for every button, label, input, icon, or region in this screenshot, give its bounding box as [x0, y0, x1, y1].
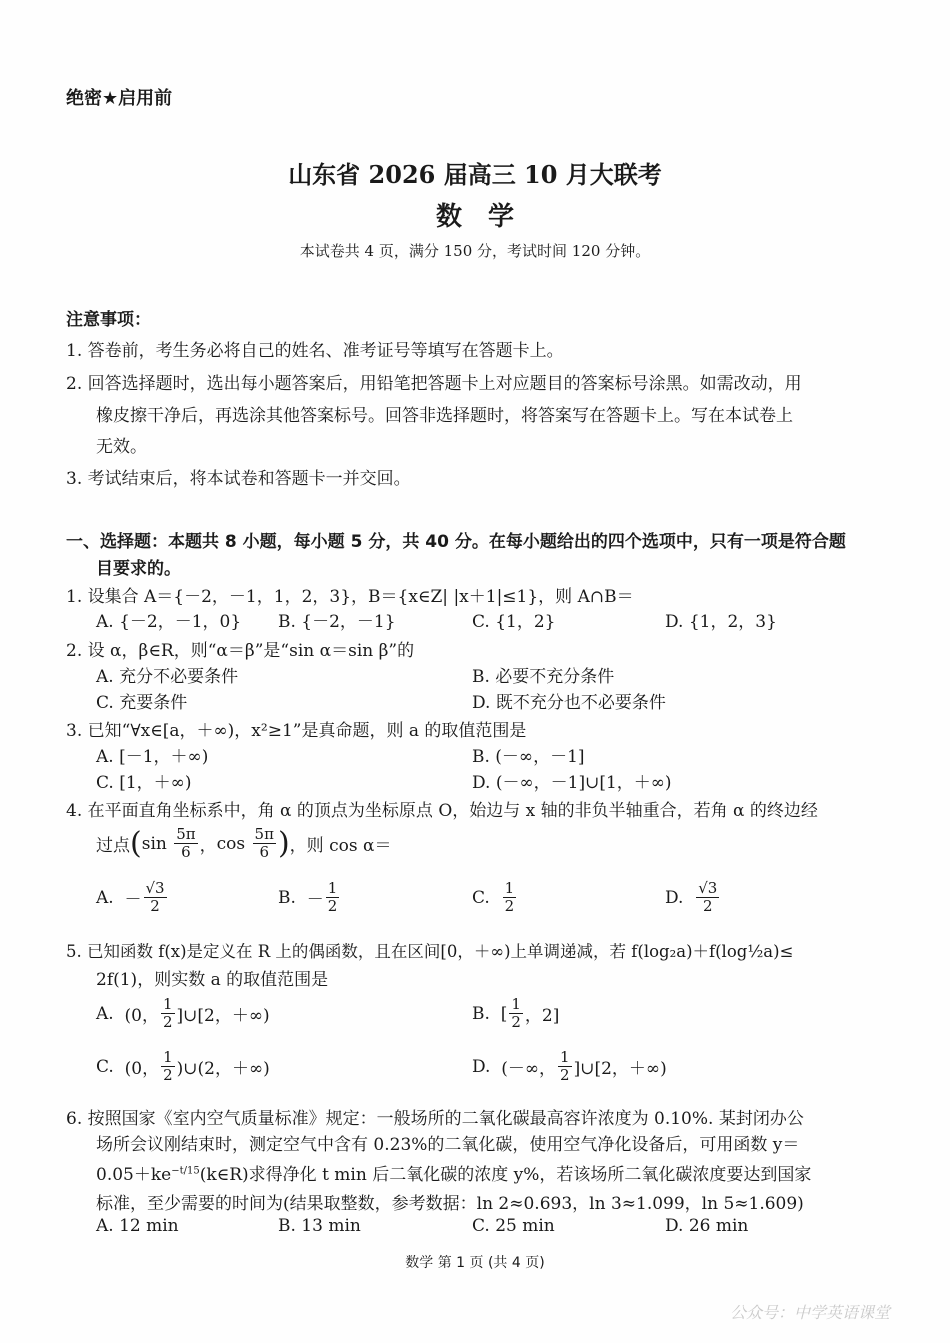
option-frac	[161, 996, 175, 1032]
exam-title: 山东省 2026 届高三 10 月大联考	[288, 160, 662, 189]
q4-cos: cos	[216, 833, 246, 854]
option-frac	[326, 880, 340, 916]
option-text: )∪(2，＋∞)	[176, 1059, 270, 1080]
option-label: D.	[472, 1056, 491, 1077]
option-frac	[509, 996, 523, 1032]
frac-den: 2	[511, 1013, 521, 1032]
q1-option-d: D. {1，2，3}	[665, 612, 777, 632]
note-2-line-1: 2. 回答选择题时，选出每小题答案后，用铅笔把答题卡上对应题目的答案标号涂黑。如需改动，用	[66, 374, 802, 394]
option-frac	[161, 1049, 175, 1085]
q3-option-a: A. [－1，＋∞)	[96, 747, 209, 767]
q1-stem: 1. 设集合 A＝{－2，－1，1，2，3}，B＝{x∈Z| |x＋1|≤1}，则 A∩B＝	[66, 587, 634, 607]
option-text: (0，	[124, 1059, 160, 1080]
frac-num: 5π	[254, 825, 274, 843]
section-1-heading-cont: 目要求的。	[96, 559, 181, 579]
frac-num: √3	[145, 879, 165, 897]
minus-sign: －	[306, 890, 324, 911]
option-frac	[503, 880, 517, 916]
option-frac	[144, 880, 167, 916]
frac-num: 1	[162, 995, 173, 1013]
q6-option-b: B. 13 min	[278, 1216, 361, 1236]
frac-num: 1	[560, 1048, 570, 1066]
q4-option-a	[96, 880, 169, 916]
watermark: 公众号：中学英语课堂	[730, 1303, 891, 1322]
formula-text: 0.05＋ke	[96, 1165, 172, 1185]
q6-option-d: D. 26 min	[665, 1216, 749, 1236]
option-text: ]∪[2，＋∞)	[573, 1059, 667, 1080]
q5-option-a	[96, 996, 270, 1032]
frac-den: 2	[162, 1013, 173, 1032]
option-frac	[696, 880, 719, 916]
q1-option-a: A. {－2，－1，0}	[96, 612, 242, 632]
q2-stem: 2. 设 α，β∈R，则“α＝β”是“sin α＝sin β”的	[66, 641, 415, 661]
formula-text: (k∈R)求得净化 t min 后二氧化碳的浓度 y%，若该场所二氧化碳浓度要达到国家	[199, 1165, 812, 1185]
frac-den: 2	[560, 1066, 570, 1085]
q4-stem-line-2	[96, 826, 391, 862]
q2-option-d: D. 既不充分也不必要条件	[472, 693, 666, 713]
q2-option-c: C. 充要条件	[96, 693, 188, 713]
option-label: D.	[665, 887, 684, 908]
q3-option-c: C. [1，＋∞)	[96, 773, 192, 793]
note-2-line-2: 橡皮擦干净后，再选涂其他答案标号。回答非选择题时，将答案写在答题卡上。写在本试卷上	[96, 406, 793, 426]
q4-frac-1	[174, 826, 197, 862]
q6-stem-line-4: 标准，至少需要的时间为(结果取整数，参考数据：ln 2≈0.693，ln 3≈1.099，ln 5≈1.609)	[96, 1194, 804, 1214]
q5-option-c	[96, 1049, 270, 1085]
frac-den: 2	[327, 897, 338, 916]
frac-den: 6	[259, 843, 270, 862]
q6-stem-line-1: 6. 按照国家《室内空气质量标准》规定：一般场所的二氧化碳最高容许浓度为 0.10%. 某封闭办公	[66, 1109, 804, 1129]
frac-num: 1	[163, 1048, 173, 1066]
option-text: ，2]	[524, 1006, 560, 1027]
frac-num: √3	[698, 879, 718, 897]
frac-den: 6	[181, 843, 191, 862]
minus-sign: －	[124, 890, 142, 911]
frac-den: 2	[150, 897, 160, 916]
formula-exponent: −t/15	[171, 1165, 200, 1177]
q5-option-d	[472, 1049, 667, 1085]
subject-title: 数学	[435, 202, 540, 232]
option-label: C.	[96, 1056, 114, 1077]
left-paren: (	[130, 825, 142, 861]
q6-option-c: C. 25 min	[472, 1216, 555, 1236]
q3-stem: 3. 已知“∀x∈[a，＋∞)，x²≥1”是真命题，则 a 的取值范围是	[66, 721, 527, 741]
option-frac	[558, 1049, 572, 1085]
option-text: (－∞，	[501, 1059, 557, 1080]
note-2-line-3: 无效。	[96, 437, 147, 457]
section-1-heading: 一、选择题：本题共 8 小题，每小题 5 分，共 40 分。在每小题给出的四个选项中，只有一项是符合题	[66, 532, 846, 552]
frac-den: 2	[504, 897, 515, 916]
q5-stem-line-1: 5. 已知函数 f(x)是定义在 R 上的偶函数，且在区间[0，＋∞)上单调递减，若 f(log₂a)＋f(log½a)≤	[66, 942, 794, 961]
frac-den: 2	[163, 1066, 173, 1085]
frac-num: 1	[327, 879, 338, 897]
frac-num: 1	[511, 995, 521, 1013]
q5-stem-line-2: 2f(1)，则实数 a 的取值范围是	[96, 970, 329, 990]
confidential-label: 绝密★启用前	[66, 88, 173, 109]
q4-option-d	[665, 880, 721, 916]
right-paren: )	[277, 825, 290, 861]
notes-heading: 注意事项：	[66, 310, 151, 330]
exam-info: 本试卷共 4 页，满分 150 分，考试时间 120 分钟。	[299, 242, 651, 260]
option-label: A.	[96, 1003, 114, 1024]
option-text: ]∪[2，＋∞)	[176, 1006, 270, 1027]
q4-stem-suffix: ，则 cos α＝	[289, 836, 392, 857]
q4-option-b	[278, 880, 341, 916]
option-label: B.	[472, 1003, 490, 1024]
q4-option-c	[472, 880, 518, 916]
q3-option-d: D. (－∞，－1]∪[1，＋∞)	[472, 773, 672, 793]
frac-num: 1	[504, 879, 515, 897]
q4-stem-prefix: 过点	[96, 836, 130, 857]
q6-stem-line-2: 场所会议刚结束时，测定空气中含有 0.23%的二氧化碳，使用空气净化设备后，可用函数 y＝	[96, 1135, 800, 1155]
q6-stem-line-3	[96, 1160, 811, 1185]
q1-option-b: B. {－2，－1}	[278, 612, 396, 632]
option-text: [	[500, 1003, 508, 1024]
q2-option-a: A. 充分不必要条件	[96, 667, 239, 687]
frac-den: 2	[703, 897, 713, 916]
option-text: (0，	[124, 1006, 159, 1027]
q4-frac-2	[253, 826, 276, 862]
q5-option-b	[472, 996, 559, 1032]
option-label: A.	[96, 887, 114, 908]
q4-stem-line-1: 4. 在平面直角坐标系中，角 α 的顶点为坐标原点 O，始边与 x 轴的非负半轴重合，若角 α 的终边经	[66, 801, 818, 821]
note-3: 3. 考试结束后，将本试卷和答题卡一并交回。	[66, 469, 411, 489]
option-label: C.	[472, 887, 490, 908]
q3-option-b: B. (－∞，－1]	[472, 747, 585, 767]
q6-option-a: A. 12 min	[96, 1216, 179, 1236]
q1-option-c: C. {1，2}	[472, 612, 556, 632]
page-footer: 数学 第 1 页 (共 4 页)	[405, 1255, 545, 1271]
note-1: 1. 答卷前，考生务必将自己的姓名、准考证号等填写在答题卡上。	[66, 341, 564, 361]
frac-num: 5π	[176, 825, 196, 843]
comma: ，	[199, 836, 217, 857]
option-label: B.	[278, 887, 296, 908]
q2-option-b: B. 必要不充分条件	[472, 667, 615, 687]
q4-sin: sin	[141, 833, 167, 854]
